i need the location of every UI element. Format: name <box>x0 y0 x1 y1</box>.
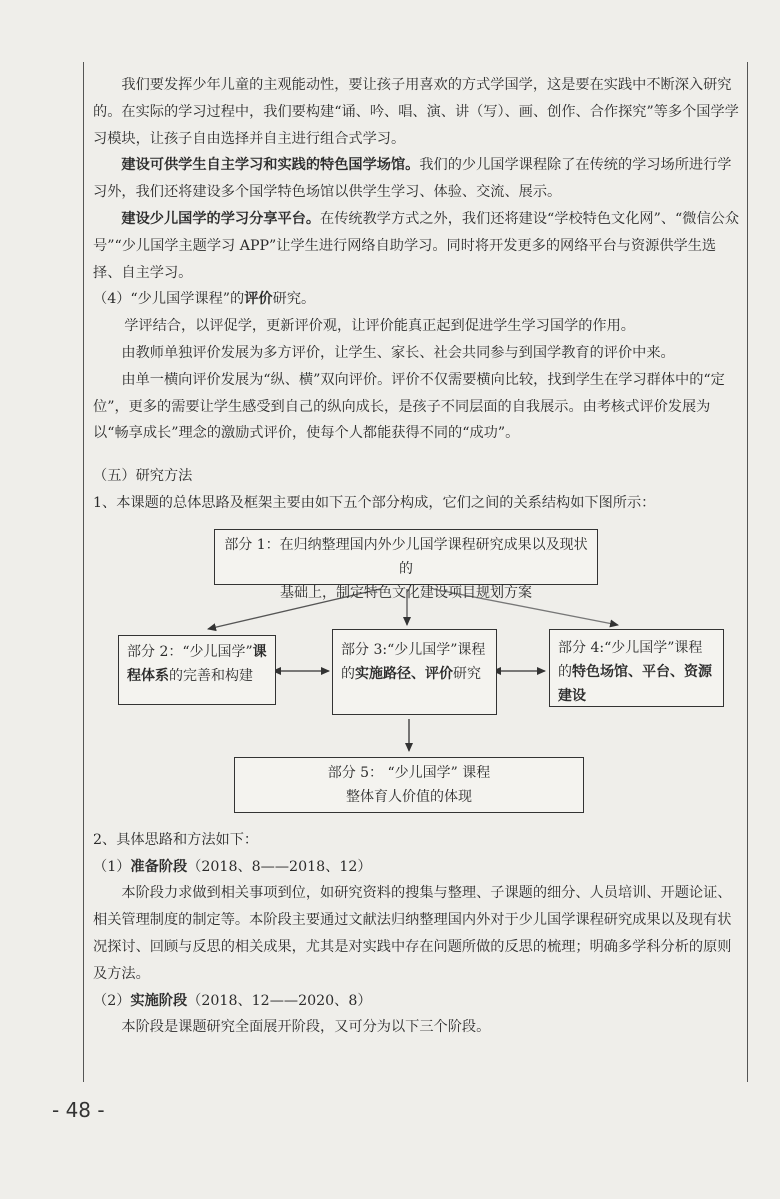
stage-1-pre: （1） <box>93 858 131 875</box>
heading-evaluation-pre: （4）“少儿国学课程”的 <box>93 291 245 308</box>
venues-bold: 建设可供学生自主学习和实践的特色国学场馆。 <box>121 157 420 174</box>
part-3-pre: 部分 3:“少儿国学”课程的 <box>341 641 486 682</box>
page-number: - 48 - <box>52 1098 105 1122</box>
part-2-bold: 课程体系 <box>127 643 267 684</box>
part-1-line-2: 基础上，制定特色文化建设项目规划方案 <box>280 584 532 601</box>
diagram-part-3 <box>332 629 497 715</box>
stage-2-pre: （2） <box>93 992 131 1009</box>
heading-evaluation-bold: 评价 <box>244 291 273 308</box>
paragraph-stage-1: 本阶段力求做到相关事项到位，如研究资料的搜集与整理、子课题的细分、人员培训、开题论证、相关管理制度的制定等。本阶段主要通过文献法归纳整理国内外对于少儿国学课程研究成果以及现有状况探讨、回顾与反思的相关成果，尤其是对实践中存在问题所做的反思的梳理；明确多学科分析的原则及方法。 <box>93 885 732 982</box>
structure-diagram <box>93 521 741 821</box>
part-4-pre: 部分 4:“少儿国学”课程的 <box>558 639 703 680</box>
venues-text: 我们的少儿国学课程除了在传统的学习场所进行学习外，我们还将建设多个国学特色场馆以供学生学习、体验、交流、展示。 <box>93 157 732 201</box>
section-research-method: （五）研究方法 <box>93 468 193 485</box>
part-2-pre: 部分 2：“少儿国学” <box>127 643 253 660</box>
paragraph-method-2: 2、具体思路和方法如下： <box>93 831 259 848</box>
stage-2-bold: 实施阶段 <box>130 992 188 1009</box>
stage-1-bold: 准备阶段 <box>130 858 188 875</box>
diagram-part-1 <box>214 529 598 601</box>
part-3-bold: 实施路径、评价 <box>355 665 453 682</box>
paragraph-venues <box>93 152 741 206</box>
page-content <box>93 72 741 1041</box>
platform-text: 在传统教学方式之外，我们还将建设“学校特色文化网”、“微信公众号”“少儿国学主题学习 APP”让学生进行网络自助学习。同时将开发更多的网络平台与资源供学生选择、自主学习。 <box>93 210 740 281</box>
part-1-line-1: 部分 1：在归纳整理国内外少儿国学课程研究成果以及现状的 <box>224 536 588 577</box>
diagram-part-2 <box>118 635 276 705</box>
part-5-line-2: 整体育人价值的体现 <box>346 788 472 805</box>
paragraph-method-1: 1、本课题的总体思路及框架主要由如下五个部分构成，它们之间的关系结构如下图所示： <box>93 494 656 511</box>
stage-2-post: （2018、12——2020、8） <box>187 992 372 1009</box>
part-3-post: 研究 <box>453 665 481 682</box>
part-2-post: 的完善和构建 <box>169 667 253 684</box>
platform-bold: 建设少儿国学的学习分享平台。 <box>121 210 321 227</box>
diagram-part-4 <box>549 629 724 707</box>
heading-stage-1 <box>93 854 741 881</box>
paragraph-eval-2: 由教师单独评价发展为多方评价，让学生、家长、社会共同参与到国学教育的评价中来。 <box>121 344 675 361</box>
part-5-line-1: 部分 5： “少儿国学” 课程 <box>327 764 491 781</box>
paragraph-stage-2: 本阶段是课题研究全面展开阶段，又可分为以下三个阶段。 <box>121 1019 491 1036</box>
part-4-bold: 特色场馆、平台、资源建设 <box>558 663 712 704</box>
diagram-part-5 <box>234 757 584 813</box>
paragraph-eval-3: 由单一横向评价发展为“纵、横”双向评价。评价不仅需要横向比较，找到学生在学习群体中的“定位”，更多的需要让学生感受到自己的纵向成长，是孩子不同层面的自我展示。由考核式评价发展为以“畅享成长”理念的激励式评价，使每个人都能获得不同的“成功”。 <box>93 371 725 442</box>
heading-evaluation <box>93 286 741 313</box>
heading-evaluation-post: 研究。 <box>272 291 316 308</box>
stage-1-post: （2018、8——2018、12） <box>187 858 372 875</box>
paragraph-learning-modules: 我们要发挥少年儿童的主观能动性，要让孩子用喜欢的方式学国学，这是要在实践中不断深入研究的。在实际的学习过程中，我们要构建“诵、吟、唱、演、讲（写）、画、创作、合作探究”等多个国学学习模块，让孩子自由选择并自主进行组合式学习。 <box>93 77 739 147</box>
heading-stage-2 <box>93 988 741 1015</box>
paragraph-eval-1: 学评结合，以评促学，更新评价观，让评价能真正起到促进学生学习国学的作用。 <box>124 318 635 335</box>
paragraph-platform <box>93 206 741 286</box>
